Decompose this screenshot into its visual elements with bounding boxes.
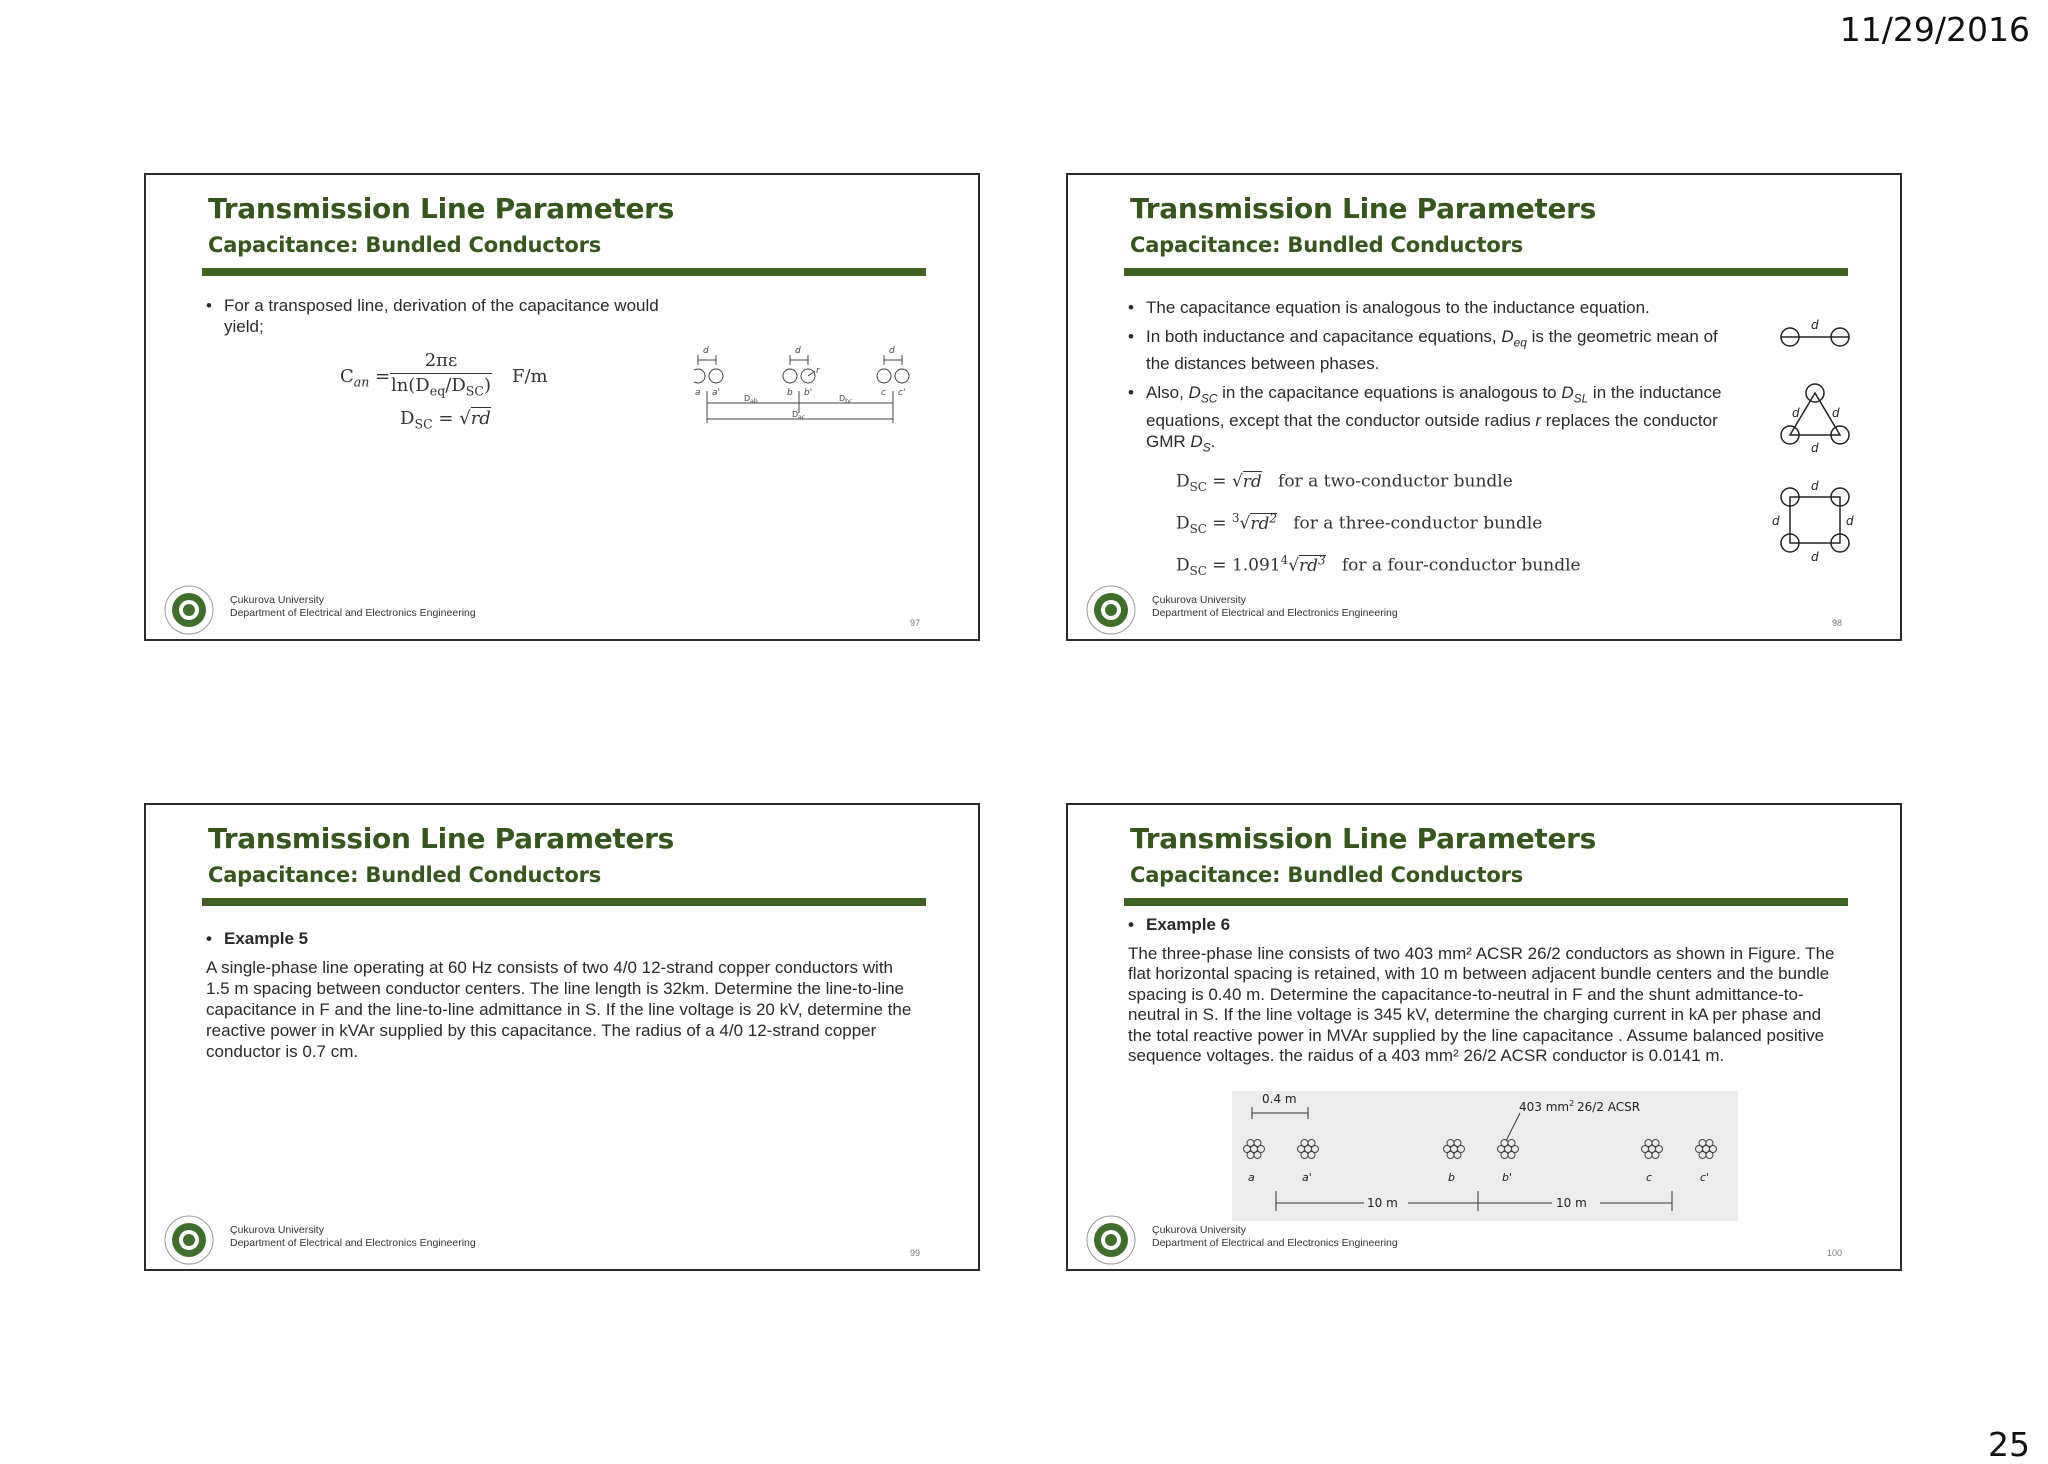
conductor-strand xyxy=(1447,1140,1454,1147)
svg-text:Dbc: $D_{bc}$ xyxy=(839,394,853,405)
department-name: Department of Electrical and Electronics Engineering xyxy=(230,607,476,619)
conductor-strand xyxy=(1308,1152,1315,1159)
svg-text:d: d xyxy=(1811,550,1819,564)
acsr-figure xyxy=(1232,1091,1738,1221)
slide-title: Transmission Line Parameters xyxy=(208,822,675,855)
slide-subtitle: Capacitance: Bundled Conductors xyxy=(208,233,602,257)
slide-number: 97 xyxy=(909,618,920,628)
department-name: Department of Electrical and Electronics Engineering xyxy=(1152,1237,1398,1249)
svg-text:b: b xyxy=(1448,1171,1455,1184)
conductor-strand xyxy=(1501,1140,1508,1147)
page-date: 11/29/2016 xyxy=(1839,10,2030,49)
slide-title: Transmission Line Parameters xyxy=(1130,822,1597,855)
conductor-strand xyxy=(1652,1140,1659,1147)
conductor-strand xyxy=(1699,1152,1706,1159)
slide-content xyxy=(1128,297,1722,466)
slide-content xyxy=(206,295,676,345)
university-logo xyxy=(1086,1215,1136,1265)
slide-content xyxy=(206,928,912,1062)
slide-number: 100 xyxy=(1826,1248,1842,1258)
svg-text:c: c xyxy=(1646,1171,1653,1184)
conductor-strand xyxy=(1301,1140,1308,1147)
bullet-item: • The capacitance equation is analogous to the inductance equation. xyxy=(1128,297,1722,318)
footer-text xyxy=(230,1224,476,1250)
bullet-item: • For a transposed line, derivation of the capacitance would yield; xyxy=(206,295,676,337)
example-text: The three-phase line consists of two 403 mm² ACSR 26/2 conductors as shown in Figure. The flat horizontal spacing is retained, with 10 m between adjacent bundle centers and the bundle spacing is 0.40 m. Determine the capacitance-to-neutral in F and the shunt admittance-to-neutral in S. If the line voltage is 345 kV, determine the charging current in kA per phase and the total reactive power in MVAr supplied by the line capacitance . Assume balanced positive sequence voltages. the raidus of a 403 mm² 26/2 ACSR conductor is 0.0141 m. xyxy=(1128,943,1835,1065)
bullet-item: • Also, $D_{SC}$ in the capacitance equations is analogous to $D_{SL}$ in the inductance equations, except that the conductor outside radius r replaces the conductor GMR $D_S$. xyxy=(1128,382,1722,458)
slide-number: 98 xyxy=(1831,618,1842,628)
c-label: c xyxy=(881,388,886,398)
svg-text:d: d xyxy=(1811,479,1819,493)
d-label: d xyxy=(795,346,801,356)
acsr-bundle-diagram xyxy=(1232,1091,1738,1221)
conductor-strand xyxy=(1706,1152,1713,1159)
conductor-strand xyxy=(1652,1152,1659,1159)
conductor-strand xyxy=(1454,1140,1461,1147)
conductor-spacing-figure xyxy=(694,343,974,443)
conductor-strand xyxy=(1301,1152,1308,1159)
slide-97: Transmission Line Parameters Capacitance: Bundled Conductors • For a transposed line, derivation of the capacitance would yield; $C_{an}$ = 2πε $\ln(D_{eq}/D_{SC})$ F/m $D_{SC} = √rd$ d d d a a' b b' c c' r $D_{ab}$ $D_{bc}$ $D_{ac}$ Çukurova University Department of Electrical and Electronics Engineering 97 xyxy=(144,173,980,641)
c-prime-label: c' xyxy=(898,388,906,398)
example-title: • Example 5 xyxy=(206,928,912,949)
formula-three-conductor: $D_{SC} = ^3√rd^2$ for a three-conductor bundle xyxy=(1176,511,1543,537)
title-rule xyxy=(1124,268,1848,276)
svg-text:d: d xyxy=(1832,406,1840,420)
b-label: b xyxy=(787,388,793,398)
svg-text:d: d xyxy=(1811,441,1819,455)
title-rule xyxy=(202,268,926,276)
slide-subtitle: Capacitance: Bundled Conductors xyxy=(1130,863,1524,887)
conductor-strand xyxy=(1247,1152,1254,1159)
university-name: Çukurova University xyxy=(1152,1224,1246,1236)
d-label: d xyxy=(889,346,895,356)
conductor-strand xyxy=(1508,1140,1515,1147)
formula-four-conductor: $D_{SC} = 1.091^4√rd^3$ for a four-conductor bundle xyxy=(1176,553,1581,579)
conductor-strand xyxy=(1699,1140,1706,1147)
example-text: A single-phase line operating at 60 Hz consists of two 4/0 12-strand copper conductors with 1.5 m spacing between conductor centers. The line length is 32km. Determine the line-to-line capacitance in F and the line-to-line admittance in S. If the line voltage is 20 kV, determine the reactive power in kVAr supplied by this capacitance. The radius of a 4/0 12-strand copper conductor is 0.7 cm. xyxy=(206,958,912,1061)
slide-subtitle: Capacitance: Bundled Conductors xyxy=(208,863,602,887)
bullet-item: • In both inductance and capacitance equations, $D_{eq}$ is the geometric mean of the distances between phases. xyxy=(1128,326,1722,374)
a-prime-label: a' xyxy=(712,388,720,398)
title-rule xyxy=(202,898,926,906)
svg-text:10 m: 10 m xyxy=(1556,1196,1587,1210)
slide-100 xyxy=(1066,803,1902,1271)
svg-text:a: a xyxy=(1248,1171,1255,1184)
conductor-strand xyxy=(1254,1140,1261,1147)
svg-text:10 m: 10 m xyxy=(1367,1196,1398,1210)
svg-text:0.4 m: 0.4 m xyxy=(1262,1092,1297,1106)
svg-text:d: d xyxy=(1772,514,1780,528)
svg-text:403 mm2: 403 $mm^2$ xyxy=(1519,1099,1575,1114)
r-label: r xyxy=(816,366,820,376)
title-rule xyxy=(1124,898,1848,906)
bundle-diagrams xyxy=(1768,315,1868,615)
slide-98 xyxy=(1066,173,1902,641)
svg-text:d: d xyxy=(1811,318,1819,332)
svg-text:a': a' xyxy=(1302,1171,1312,1184)
dsc-formulas xyxy=(1176,461,1581,587)
university-name: Çukurova University xyxy=(230,1224,324,1236)
a-label: a xyxy=(695,388,701,398)
d-label: d xyxy=(703,346,709,356)
svg-text:Dac: $D_{ac}$ xyxy=(792,410,806,421)
conductor-strand xyxy=(1254,1152,1261,1159)
svg-text:26/2 ACSR: 26/2 ACSR xyxy=(1577,1100,1641,1114)
conductor-strand xyxy=(1508,1152,1515,1159)
conductor-strand xyxy=(1247,1140,1254,1147)
conductor-strand xyxy=(1501,1152,1508,1159)
conductor-strand xyxy=(1645,1140,1652,1147)
conductor-strand xyxy=(1454,1152,1461,1159)
page-number: 25 xyxy=(1988,1425,2030,1464)
slide-99 xyxy=(144,803,980,1271)
university-name: Çukurova University xyxy=(230,594,324,606)
conductor-strand xyxy=(1706,1140,1713,1147)
example-title: • Example 6 xyxy=(1128,915,1840,936)
b-prime-label: b' xyxy=(804,388,813,398)
svg-text:d: d xyxy=(1792,406,1800,420)
conductor-strand xyxy=(1645,1152,1652,1159)
svg-text:d: d xyxy=(1846,514,1854,528)
slide-subtitle: Capacitance: Bundled Conductors xyxy=(1130,233,1524,257)
department-name: Department of Electrical and Electronics Engineering xyxy=(230,1237,476,1249)
footer-text xyxy=(1152,594,1398,620)
svg-text:b': b' xyxy=(1502,1171,1513,1184)
formula-two-conductor: $D_{SC} = √rd$ for a two-conductor bundle xyxy=(1176,471,1513,495)
university-logo xyxy=(164,1215,214,1265)
slide-number: 99 xyxy=(909,1248,920,1258)
conductor-strand xyxy=(1308,1140,1315,1147)
footer-text xyxy=(230,594,476,620)
footer-text xyxy=(1152,1224,1398,1250)
university-name: Çukurova University xyxy=(1152,594,1246,606)
department-name: Department of Electrical and Electronics Engineering xyxy=(1152,607,1398,619)
svg-text:Dab: $D_{ab}$ xyxy=(744,394,758,405)
slide-title: Transmission Line Parameters xyxy=(1130,192,1597,225)
university-logo xyxy=(164,585,214,635)
university-logo xyxy=(1086,585,1136,635)
slide-title: Transmission Line Parameters xyxy=(208,192,675,225)
conductor-strand xyxy=(1447,1152,1454,1159)
svg-text:c': c' xyxy=(1700,1171,1710,1184)
slide-content xyxy=(1128,915,1840,1067)
